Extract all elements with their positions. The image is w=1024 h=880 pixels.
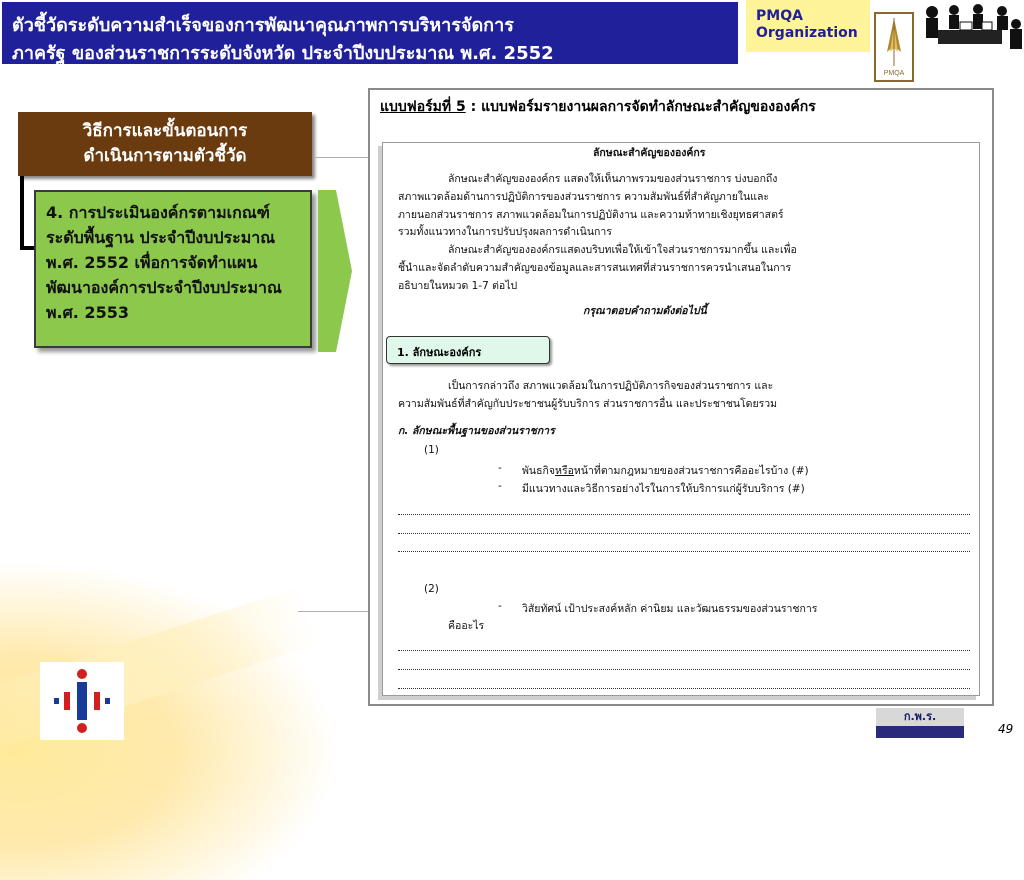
q1-bullet-a	[522, 462, 809, 479]
answer-line[interactable]	[398, 514, 970, 516]
title-bar	[0, 0, 740, 66]
slide-title-line2: ภาครัฐ ของส่วนราชการระดับจังหวัด ประจำปีงบประมาณ พ.ศ. 2552	[12, 43, 554, 64]
q1-bullet-b: มีแนวทางและวิธีการอย่างไรในการให้บริการแก่ผู้รับบริการ (#)	[522, 483, 805, 495]
chevron-right-arrow-icon	[318, 190, 354, 352]
para1-line1: ลักษณะสำคัญขององค์กร แสดงให้เห็นภาพรวมของส่วนราชการ บ่งบอกถึง	[448, 173, 778, 185]
method-steps-heading	[18, 112, 312, 176]
answer-line[interactable]	[398, 688, 970, 690]
sec1-line1: เป็นการกล่าวถึง สภาพแวดล้อมในการปฏิบัติภารกิจของส่วนราชการ และ	[448, 380, 774, 392]
pmqa-label-line2: Organization	[756, 25, 858, 41]
para2-line3: อธิบายในหมวด 1-7 ต่อไป	[398, 280, 518, 292]
form-number: แบบฟอร์มที่ 5	[380, 99, 466, 115]
pmqa-logo-icon	[874, 12, 914, 82]
pmqa-logo-text: PMQA	[883, 70, 905, 77]
slide-title-line1: ตัวชี้วัดระดับความสำเร็จของการพัฒนาคุณภาพการบริหารจัดการ	[12, 15, 514, 36]
question-1-number: (1)	[424, 444, 439, 456]
step-4-text: 4. การประเมินองค์กรตามเกณฑ์ระดับพื้นฐาน ประจำปีงบประมาณ พ.ศ. 2552 เพื่อการจัดทำแผนพัฒนาองค์การประจำปีงบประมาณ พ.ศ. 2553	[46, 203, 282, 322]
para2-line2: ชี้นำและจัดลำดับความสำคัญของข้อมูลและสารสนเทศที่ส่วนราชการควรนำเสนอในการ	[398, 262, 792, 274]
form-heading-text: : แบบฟอร์มรายงานผลการจัดทำลักษณะสำคัญขององค์กร	[465, 99, 816, 115]
answer-line[interactable]	[398, 650, 970, 652]
doc-title: ลักษณะสำคัญขององค์กร	[593, 147, 706, 159]
form-heading	[380, 96, 816, 118]
section-1-box	[386, 336, 550, 364]
sec1-line2: ความสัมพันธ์ที่สำคัญกับประชาชนผู้รับบริการ ส่วนราชการอื่น และประชาชนโดยรวม	[398, 398, 778, 410]
meeting-people-illustration	[918, 0, 1024, 56]
answer-line[interactable]	[398, 533, 970, 535]
q1-bullet-a-post: หน้าที่ตามกฎหมายของส่วนราชการคืออะไรบ้าง (#)	[573, 465, 809, 477]
para1-line2: สภาพแวดล้อมด้านการปฏิบัติการของส่วนราชการ ความสัมพันธ์ที่สำคัญภายในและ	[398, 191, 770, 203]
q1-bullet-a-dash: -	[498, 462, 502, 474]
agency-logo-icon	[40, 662, 124, 740]
question-2-number: (2)	[424, 583, 439, 595]
pmqa-label-line1: PMQA	[756, 8, 803, 24]
q2-bullet-a-cont: คืออะไร	[448, 620, 485, 632]
section-1-label: 1. ลักษณะองค์กร	[397, 346, 482, 359]
q2-bullet-a-dash: -	[498, 600, 502, 612]
answer-line[interactable]	[398, 551, 970, 553]
q2-bullet-a: วิสัยทัศน์ เป้าประสงค์หลัก ค่านิยม และวัฒนธรรมของส่วนราชการ	[522, 603, 818, 615]
q1-bullet-a-underlined: หรือ	[555, 465, 574, 477]
q1-bullet-a-pre: พันธกิจ	[522, 465, 556, 477]
instruction-text: กรุณาตอบคำถามดังต่อไปนี้	[583, 305, 707, 317]
page-number: 49	[998, 722, 1014, 736]
method-heading-line2: ดำเนินการตามตัวชี้วัด	[83, 146, 247, 166]
para1-line3: ภายนอกส่วนราชการ สภาพแวดล้อมในการปฏิบัติงาน และความท้าทายเชิงยุทธศาสตร์	[398, 209, 784, 221]
step-4-box	[34, 190, 312, 348]
opdc-logo-label: ก.พ.ร.	[876, 708, 964, 726]
para1-line4: รวมทั้งแนวทางในการปรับปรุงผลการดำเนินการ	[398, 226, 612, 238]
opdc-logo-bar	[876, 726, 964, 738]
q1-bullet-b-dash: -	[498, 480, 502, 492]
answer-line[interactable]	[398, 669, 970, 671]
para2-line1: ลักษณะสำคัญขององค์กรแสดงบริบทเพื่อให้เข้าใจส่วนราชการมากขึ้น และเพื่อ	[448, 244, 797, 256]
pmqa-label	[756, 8, 858, 42]
method-heading-line1: วิธีการและขั้นตอนการ	[82, 121, 248, 141]
subsection-a-title: ก. ลักษณะพื้นฐานของส่วนราชการ	[398, 425, 555, 437]
opdc-logo	[876, 708, 964, 738]
